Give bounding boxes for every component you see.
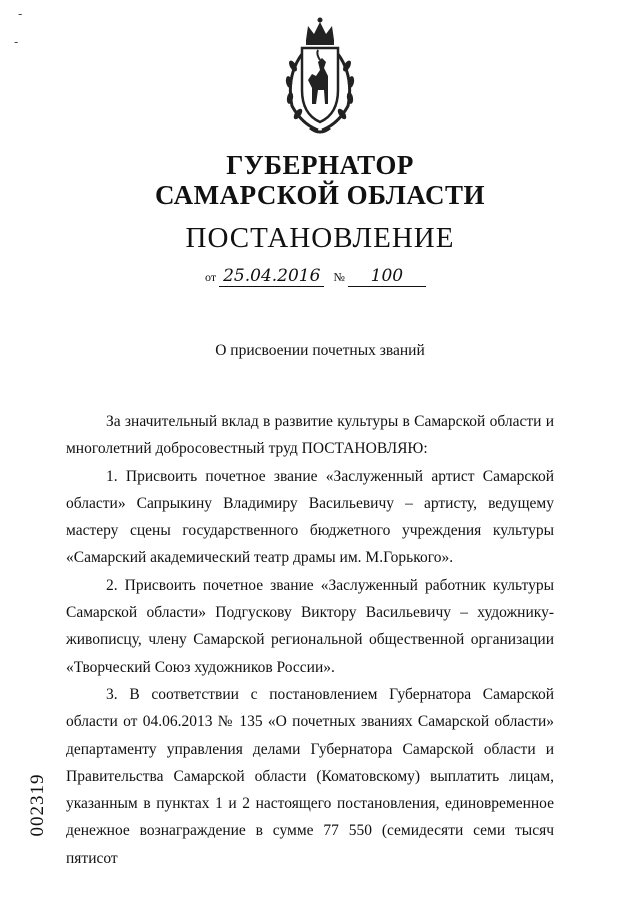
corner-mark: -: [18, 6, 23, 21]
document-type-heading: ПОСТАНОВЛЕНИЕ: [185, 222, 455, 254]
handwritten-number: 100: [348, 266, 426, 287]
number-prefix: №: [333, 270, 345, 284]
date-prefix: от: [205, 270, 217, 284]
serial-number: 002319: [27, 773, 48, 837]
date-number-line: [205, 266, 426, 287]
document-body: [66, 408, 554, 872]
body-paragraph: 2. Присвоить почетное звание «Заслуженный работник культуры Самарской области» Подгускову Виктору Васильевичу – художнику-живописцу, члену Самарской региональной общественной организации «Творческий Союз художников России».: [66, 576, 554, 676]
document-subject: О присвоении почетных званий: [215, 342, 425, 359]
side-mark: -: [14, 34, 19, 49]
title-line-1: ГУБЕРНАТОР: [226, 150, 414, 180]
title-line-2: САМАРСКОЙ ОБЛАСТИ: [154, 180, 486, 210]
handwritten-date: 25.04.2016: [219, 266, 324, 287]
body-paragraph: За значительный вклад в развитие культуры в Самарской области и многолетний добросовестный труд ПОСТАНОВЛЯЮ:: [66, 413, 554, 458]
body-paragraph: 1. Присвоить почетное звание «Заслуженный артист Самарской области» Сапрыкину Владимиру Васильевичу – артисту, ведущему мастеру сцены государственного бюджетного учреждения культуры «Самарский академический театр драмы им. М.Горького».: [66, 467, 554, 567]
samara-coat-of-arms-icon: [282, 14, 358, 138]
body-paragraph: 3. В соответствии с постановлением Губернатора Самарской области от 04.06.2013 № 135 «О почетных званиях Самарской области» департаменту управления делами Губернатора Самарской области и Правительства Самарской области (Коматовскому) выплатить лицам, указанным в пунктах 1 и 2 настоящего постановления, единовременное денежное вознаграждение в сумме 77 550 (семидесяти семи тысяч пятисот: [66, 685, 554, 867]
